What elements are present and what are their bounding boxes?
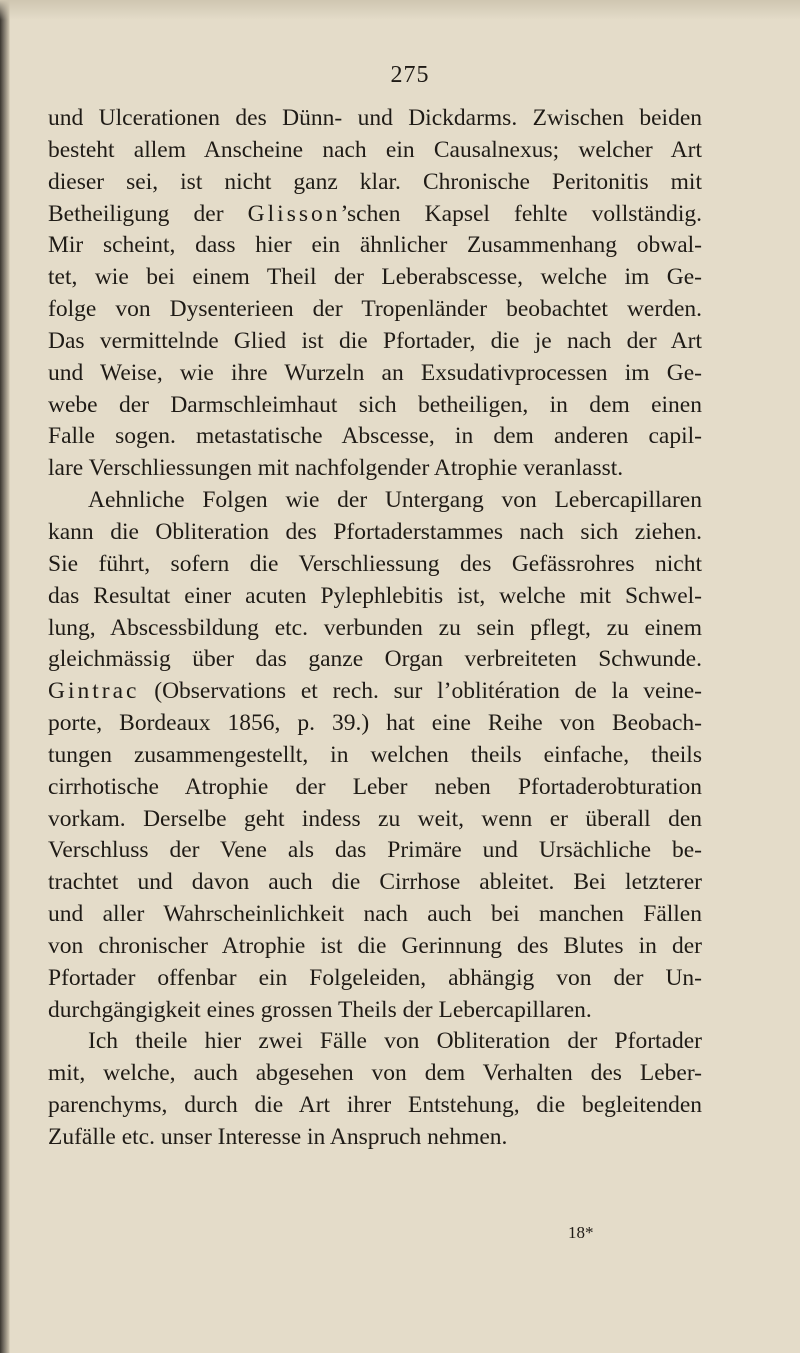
text-run: ’schen Kapsel fehlte vollständig. xyxy=(340,200,702,227)
text-line xyxy=(48,899,702,931)
text-run: Pfortader offenbar ein Folgeleiden, abhängig von der Un- xyxy=(48,964,702,991)
text-line xyxy=(48,708,702,740)
text-line xyxy=(48,804,702,836)
text-line xyxy=(48,517,702,549)
text-run: Mir scheint, dass hier ein ähnlicher Zusammenhang obwal- xyxy=(48,232,702,259)
text-run: lung, Abscessbildung etc. verbunden zu sein pflegt, zu einem xyxy=(48,614,702,641)
text-line xyxy=(48,294,702,326)
page-number: 275 xyxy=(390,62,430,88)
text-run: tungen zusammengestellt, in welchen theils einfache, theils xyxy=(48,741,702,768)
text-run: tet, wie bei einem Theil der Leberabscesse, welche im Ge- xyxy=(48,264,702,291)
text-line xyxy=(48,390,702,422)
text-run: kann die Obliteration des Pfortaderstammes nach sich ziehen. xyxy=(48,518,702,545)
text-run: Das vermittelnde Glied ist die Pfortader, die je nach der Art xyxy=(48,327,702,354)
text-line xyxy=(48,613,702,645)
page-top-shade xyxy=(0,0,800,20)
text-run: von chronischer Atrophie ist die Gerinnung des Blutes in der xyxy=(48,932,702,959)
text-line xyxy=(48,167,702,199)
page-binding-edge xyxy=(0,0,10,1353)
text-run: das Resultat einer acuten Pylephlebitis ist, welche mit Schwel- xyxy=(48,582,702,609)
text-line xyxy=(48,581,702,613)
paragraph xyxy=(48,485,702,1026)
text-line xyxy=(48,676,702,708)
text-run: Sie führt, sofern die Verschliessung des Gefässrohres nicht xyxy=(48,550,702,577)
text-line xyxy=(48,230,702,262)
text-line xyxy=(48,358,702,390)
text-run: parenchyms, durch die Art ihrer Entstehung, die begleitenden xyxy=(48,1092,702,1119)
paragraph xyxy=(48,103,702,485)
text-run: folge von Dysenterieen der Tropenländer beobachtet werden. xyxy=(48,296,702,323)
body-text xyxy=(48,103,702,1154)
text-line xyxy=(48,135,702,167)
text-line xyxy=(48,963,702,995)
text-line xyxy=(48,1122,702,1154)
text-line xyxy=(48,262,702,294)
text-run: vorkam. Derselbe geht indess zu weit, wenn er überall den xyxy=(48,805,702,832)
text-run: Betheiligung der xyxy=(48,200,248,227)
text-line xyxy=(48,740,702,772)
text-run: dieser sei, ist nicht ganz klar. Chronische Peritonitis mit xyxy=(48,168,702,195)
text-line xyxy=(48,772,702,804)
text-run: porte, Bordeaux 1856, p. 39.) hat eine Reihe von Beobach- xyxy=(48,710,702,737)
text-run: (Observations et rech. sur l’oblitération de la veine- xyxy=(139,678,702,705)
text-run: und Weise, wie ihre Wurzeln an Exsudativprocessen im Ge- xyxy=(48,359,702,386)
text-line xyxy=(48,644,702,676)
spaced-name: Gintrac xyxy=(48,678,140,705)
text-line xyxy=(48,1090,702,1122)
spaced-name: Glisson xyxy=(247,200,341,227)
text-run: und aller Wahrscheinlichkeit nach auch bei manchen Fällen xyxy=(48,901,702,928)
text-run: lare Verschliessungen mit nachfolgender Atrophie veranlasst. xyxy=(48,455,624,482)
signature-mark: 18* xyxy=(568,1223,594,1242)
text-line xyxy=(48,199,702,231)
text-run: durchgängigkeit eines grossen Theils der Lebercapillaren. xyxy=(48,996,592,1023)
text-line xyxy=(48,421,702,453)
text-line xyxy=(48,485,702,517)
text-line xyxy=(48,1026,702,1058)
text-run: besteht allem Anscheine nach ein Causalnexus; welcher Art xyxy=(48,136,702,163)
text-line xyxy=(48,1058,702,1090)
text-line xyxy=(48,453,702,485)
text-line xyxy=(48,867,702,899)
text-run: und Ulcerationen des Dünn- und Dickdarms. Zwischen beiden xyxy=(48,105,702,131)
text-run: Falle sogen. metastatische Abscesse, in dem anderen capil- xyxy=(48,423,702,450)
text-run: webe der Darmschleimhaut sich betheiligen, in dem einen xyxy=(48,391,702,418)
text-run: Zufälle etc. unser Interesse in Anspruch nehmen. xyxy=(48,1124,508,1150)
paragraph xyxy=(48,1026,702,1153)
text-run: mit, welche, auch abgesehen von dem Verhalten des Leber- xyxy=(48,1060,702,1087)
text-line xyxy=(48,326,702,358)
text-line xyxy=(48,931,702,963)
text-run: Verschluss der Vene als das Primäre und Ursächliche be- xyxy=(48,837,702,864)
text-run: trachtet und davon auch die Cirrhose ableitet. Bei letzterer xyxy=(48,869,702,896)
text-line xyxy=(48,995,702,1027)
text-run: Ich theile hier zwei Fälle von Obliteration der Pfortader xyxy=(88,1028,702,1055)
text-line xyxy=(48,103,702,135)
text-run: Aehnliche Folgen wie der Untergang von Lebercapillaren xyxy=(88,487,702,514)
text-line xyxy=(48,835,702,867)
text-run: gleichmässig über das ganze Organ verbreiteten Schwunde. xyxy=(48,646,702,673)
text-run: cirrhotische Atrophie der Leber neben Pfortaderobturation xyxy=(48,773,702,800)
text-line xyxy=(48,549,702,581)
